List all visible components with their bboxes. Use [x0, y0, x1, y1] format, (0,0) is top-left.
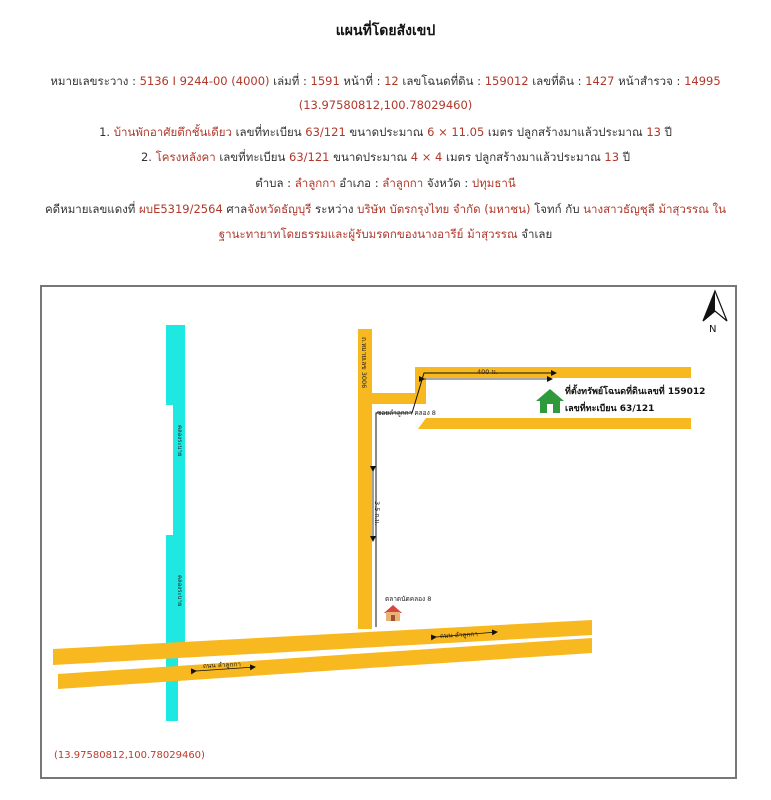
map-border	[41, 286, 736, 778]
soi-road-label: ถ.หมายเลข 3006	[360, 337, 368, 389]
map-canvas	[40, 285, 737, 779]
info-case: คดีหมายเลขแดงที่ ผบE5319/2564 ศาลจังหวัดธัญบุรี ระหว่าง บริษัท บัตรกรุงไทย จำกัด (มหาชน) โจทก์ กับ นางสาวธัญชุลี ม้าสุวรรณ ใน	[44, 202, 727, 216]
info-coordinates: (13.97580812,100.78029460)	[298, 98, 473, 112]
canal-label-2: คลองระบาย	[176, 575, 183, 607]
info-case-cont: ฐานะทายาทโดยธรรมและผู้รับมรดกของนางอารีย์ ม้าสุวรรณ จำเลย	[218, 227, 553, 241]
road-label-2: ถนน ลำลูกกา	[202, 660, 242, 670]
info-building-2: 2. โครงหลังคา เลขที่ทะเบียน 63/121 ขนาดประมาณ 4 × 4 เมตร ปลูกสร้างมาแล้วประมาณ 13 ปี	[140, 150, 631, 164]
soi8-label: ซอยลำลูกกา คลอง 8	[377, 409, 436, 417]
road-label-1: ถนน ลำลูกกา	[439, 630, 479, 640]
canal-label-1: คลองระบาย	[176, 425, 183, 457]
market-label: ตลาดนัดคลอง 8	[385, 595, 432, 603]
map-coordinates: (13.97580812,100.78029460)	[54, 750, 205, 761]
info-location: ตำบล : ลำลูกกา อำเภอ : ลำลูกกา จังหวัด : ปทุมธานี	[255, 176, 516, 190]
distance-400-label: 400 ม.	[477, 368, 498, 376]
soi-road-branch-lower	[418, 418, 691, 429]
map-title: แผนที่โดยสังเขป	[335, 23, 436, 39]
north-label: N	[709, 324, 717, 335]
info-building-1: 1. บ้านพักอาศัยตึกชั้นเดียว เลขที่ทะเบียน 63/121 ขนาดประมาณ 6 × 11.05 เมตร ปลูกสร้างมาแล้วประมาณ 13 ปี	[99, 125, 672, 139]
info-line-1: หมายเลขระวาง : 5136 I 9244-00 (4000) เล่มที่ : 1591 หน้าที่ : 12 เลขโฉนดที่ดิน : 159012 เลขที่ดิน : 1427 หน้าสำรวจ : 14995	[50, 74, 721, 88]
property-label-2: เลขที่ทะเบียน 63/121	[565, 404, 655, 414]
distance-35-label: 3.5 ก.ม.	[373, 501, 381, 526]
property-label-1: ที่ตั้งทรัพย์โฉนดที่ดินเลขที่ 159012	[565, 387, 706, 397]
